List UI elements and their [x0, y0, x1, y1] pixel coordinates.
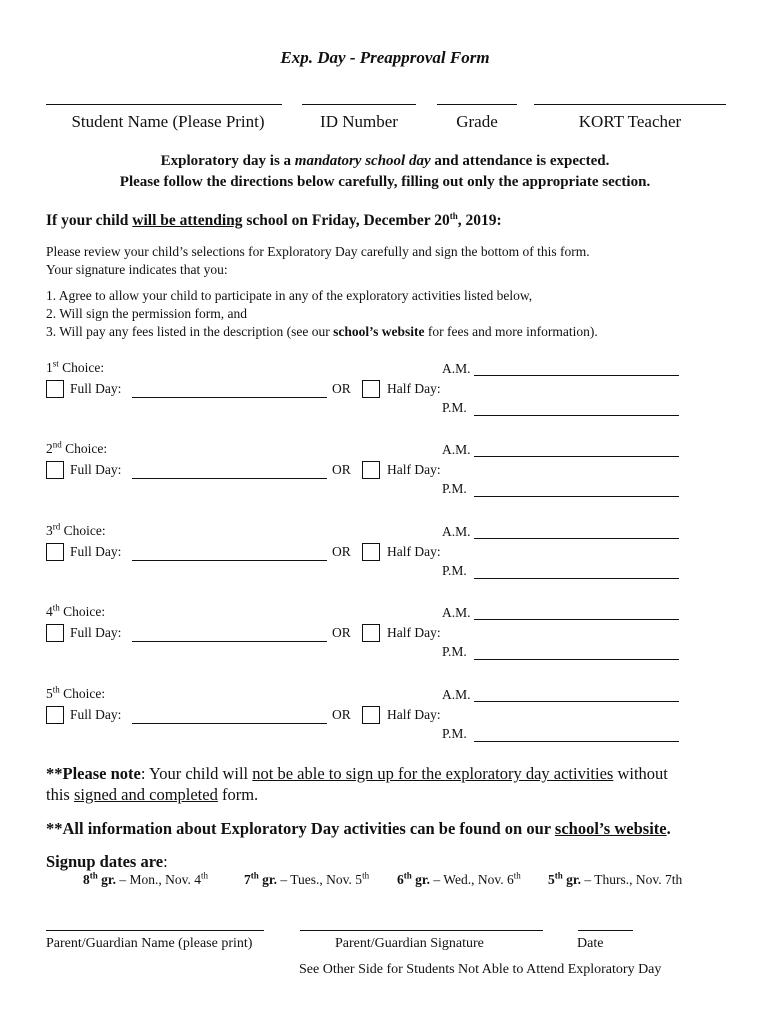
kort-teacher-line[interactable] — [534, 104, 726, 105]
signup-date-item — [244, 872, 369, 888]
or-label: OR — [332, 707, 351, 722]
pm-field[interactable] — [474, 415, 679, 416]
half-day-label: Half Day: — [387, 381, 441, 396]
signup-grade — [397, 872, 430, 887]
pm-label: P.M. — [442, 481, 467, 496]
choice-number-suffix: th — [52, 684, 60, 695]
footer-note: See Other Side for Students Not Able to Attend Exploratory Day — [299, 962, 662, 977]
full-day-label: Full Day: — [70, 544, 122, 559]
full-day-field[interactable] — [132, 478, 327, 479]
intro-line-2: Please follow the directions below carefully, filling out only the appropriate section. — [119, 174, 651, 190]
signup-date-item — [397, 872, 521, 888]
parent-name-line[interactable] — [46, 930, 264, 931]
please-note-line-2: this signed and completed form. — [46, 785, 259, 804]
signup-heading: Signup dates are: — [46, 852, 168, 871]
half-day-checkbox[interactable] — [362, 543, 380, 561]
am-field[interactable] — [474, 456, 679, 457]
signup-grade — [244, 872, 277, 887]
signup-date-part: – Wed., Nov. 6 — [430, 872, 514, 887]
half-day-checkbox[interactable] — [362, 380, 380, 398]
signup-grade — [83, 872, 116, 887]
signup-date-part: th — [403, 870, 412, 881]
instructions-item-2: 2. Will sign the permission form, and — [46, 306, 247, 321]
half-day-checkbox[interactable] — [362, 624, 380, 642]
am-label: A.M. — [442, 361, 471, 376]
choice-heading — [46, 360, 104, 376]
pm-field[interactable] — [474, 659, 679, 660]
student-name-label: Student Name (Please Print) — [71, 112, 265, 131]
signup-date-part: th — [201, 870, 209, 881]
instructions-p2: Your signature indicates that you: — [46, 262, 228, 277]
choice-number-suffix: nd — [52, 439, 62, 450]
choice-number: 5 — [46, 686, 53, 701]
pm-label: P.M. — [442, 563, 467, 578]
date-line[interactable] — [578, 930, 633, 931]
or-label: OR — [332, 462, 351, 477]
all-info-line: **All information about Exploratory Day activities can be found on our school’s website. — [46, 819, 671, 838]
choice-number: 1 — [46, 360, 53, 375]
choice-heading — [46, 686, 105, 702]
choice-number: 2 — [46, 441, 53, 456]
pm-label: P.M. — [442, 644, 467, 659]
instructions-p1: Please review your child’s selections for Exploratory Day carefully and sign the bottom of this form. — [46, 244, 590, 259]
attending-heading: If your child will be attending school on Friday, December 20th, 2019: — [46, 210, 502, 229]
signup-date-part: th — [89, 870, 98, 881]
signup-date-part: 8 — [83, 872, 90, 887]
am-field[interactable] — [474, 619, 679, 620]
signup-date-part: th — [362, 870, 370, 881]
kort-teacher-label: KORT Teacher — [578, 112, 682, 131]
parent-name-label: Parent/Guardian Name (please print) — [46, 936, 253, 951]
or-label: OR — [332, 625, 351, 640]
instructions-item-1: 1. Agree to allow your child to participate in any of the exploratory activities listed below, — [46, 288, 533, 303]
am-label: A.M. — [442, 442, 471, 457]
full-day-label: Full Day: — [70, 381, 122, 396]
am-label: A.M. — [442, 687, 471, 702]
signup-date-part: gr. — [258, 872, 278, 887]
choice-heading — [46, 441, 107, 457]
signup-date-part: 5 — [548, 872, 555, 887]
choice-number: 3 — [46, 523, 53, 538]
full-day-field[interactable] — [132, 641, 327, 642]
full-day-checkbox[interactable] — [46, 380, 64, 398]
choice-number: 4 — [46, 604, 53, 619]
or-label: OR — [332, 544, 351, 559]
full-day-checkbox[interactable] — [46, 461, 64, 479]
signup-date-part: gr. — [411, 872, 431, 887]
am-field[interactable] — [474, 701, 679, 702]
half-day-label: Half Day: — [387, 707, 441, 722]
full-day-checkbox[interactable] — [46, 543, 64, 561]
half-day-label: Half Day: — [387, 544, 441, 559]
signup-date-part: – Mon., Nov. 4 — [116, 872, 202, 887]
choice-label: Choice: — [60, 523, 106, 538]
full-day-field[interactable] — [132, 397, 327, 398]
pm-field[interactable] — [474, 578, 679, 579]
pm-label: P.M. — [442, 400, 467, 415]
full-day-label: Full Day: — [70, 462, 122, 477]
am-label: A.M. — [442, 524, 471, 539]
choice-label: Choice: — [59, 604, 106, 619]
half-day-label: Half Day: — [387, 462, 441, 477]
signup-date-part: – Thurs., Nov. 7th — [581, 872, 683, 887]
choice-number-suffix: st — [52, 358, 59, 369]
choice-label: Choice: — [58, 360, 105, 375]
or-label: OR — [332, 381, 351, 396]
pm-field[interactable] — [474, 496, 679, 497]
signup-date-item — [83, 872, 208, 888]
date-label: Date — [577, 936, 604, 951]
signup-date-part: th — [250, 870, 259, 881]
pm-field[interactable] — [474, 741, 679, 742]
grade-label: Grade — [456, 112, 498, 131]
full-day-label: Full Day: — [70, 707, 122, 722]
instructions-item-3: 3. Will pay any fees listed in the description (see our school’s website for fees and more information). — [46, 324, 598, 339]
am-field[interactable] — [474, 375, 679, 376]
signup-date-part: 6 — [397, 872, 404, 887]
half-day-checkbox[interactable] — [362, 706, 380, 724]
signup-date-part: – Tues., Nov. 5 — [277, 872, 363, 887]
parent-signature-label: Parent/Guardian Signature — [335, 936, 484, 951]
signup-date-part: th — [513, 870, 521, 881]
form-title: Exp. Day - Preapproval Form — [280, 48, 490, 67]
choice-label: Choice: — [61, 441, 108, 456]
full-day-checkbox[interactable] — [46, 706, 64, 724]
please-note-line-1: **Please note: Your child will not be able to sign up for the exploratory day activities without — [46, 764, 668, 783]
full-day-field[interactable] — [132, 560, 327, 561]
full-day-checkbox[interactable] — [46, 624, 64, 642]
id-number-label: ID Number — [320, 112, 398, 131]
choice-number-suffix: th — [52, 602, 60, 613]
signup-date-part: gr. — [562, 872, 582, 887]
signup-grade — [548, 872, 581, 887]
grade-line[interactable] — [437, 104, 517, 105]
student-name-line[interactable] — [46, 104, 282, 105]
id-number-line[interactable] — [302, 104, 416, 105]
choice-heading — [46, 604, 105, 620]
signup-date-part: th — [554, 870, 563, 881]
choice-label: Choice: — [59, 686, 106, 701]
pm-label: P.M. — [442, 726, 467, 741]
half-day-label: Half Day: — [387, 625, 441, 640]
am-field[interactable] — [474, 538, 679, 539]
intro-line-1: Exploratory day is a mandatory school day and attendance is expected. — [160, 153, 610, 169]
choice-number-suffix: rd — [52, 521, 61, 532]
choice-heading — [46, 523, 106, 539]
parent-signature-line[interactable] — [300, 930, 543, 931]
signup-date-part: 7 — [244, 872, 251, 887]
signup-date-item — [548, 872, 682, 888]
half-day-checkbox[interactable] — [362, 461, 380, 479]
full-day-field[interactable] — [132, 723, 327, 724]
am-label: A.M. — [442, 605, 471, 620]
full-day-label: Full Day: — [70, 625, 122, 640]
signup-date-part: gr. — [97, 872, 117, 887]
